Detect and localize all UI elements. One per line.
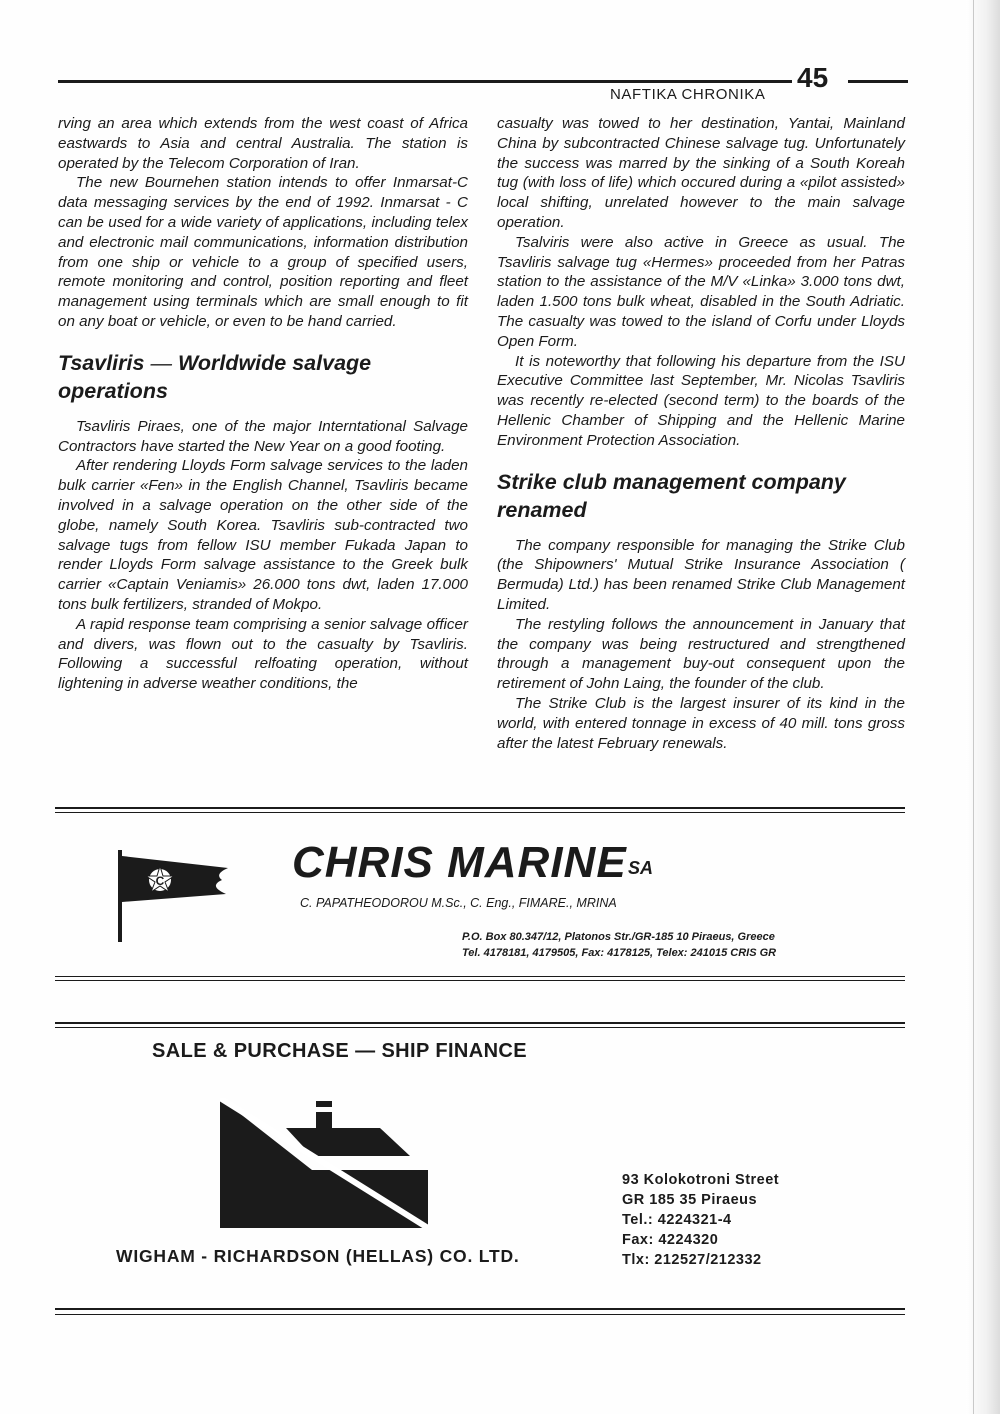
divider-rule — [55, 976, 905, 977]
pennant-flag-logo — [118, 850, 230, 942]
chris-marine-name: CHRIS MARINE — [292, 838, 627, 887]
paragraph: A rapid response team comprising a senior salvage officer and divers, was flown out to the casualty by Tsavliris. Following a successful relfoating operation, without lightening in adverse weather conditions, the — [58, 615, 468, 693]
paragraph: Tsavliris Piraes, one of the major Interntational Salvage Contractors have started the New Year on a good footing. — [58, 417, 468, 455]
flag-pole — [118, 850, 122, 942]
address-line: GR 185 35 Piraeus — [622, 1192, 758, 1208]
sale-purchase-headline: SALE & PURCHASE — SHIP FINANCE — [152, 1040, 528, 1062]
paragraph: After rendering Lloyds Form salvage services to the laden bulk carrier «Fen» in the English Channel, Tsavliris became involved in a salvage operation on the other side of the globe, namely South Korea. Tsavliris sub-contracted two salvage tugs from fellow ISU member Fukada Japan to render Lloyds Form salvage assistance to the Greek bulk carrier «Captain Veniamis» 26.000 tons dwt, laden 17.000 tons bulk fertilizers, stranded of Mokpo. — [58, 457, 468, 613]
left-column — [58, 114, 468, 694]
page-number: 45 — [797, 62, 829, 93]
divider-rule — [55, 812, 905, 813]
header-rule-left — [58, 80, 792, 83]
address-line: Tel. 4178181, 4179505, Fax: 4178125, Telex: 241015 CRIS GR — [462, 947, 777, 959]
flag-letter: C — [155, 874, 165, 888]
title-part: Tsavliris — [58, 350, 145, 375]
publication-title: NAFTIKA CHRONIKA — [610, 86, 766, 103]
divider-rule — [55, 1027, 905, 1028]
right-column — [497, 114, 905, 753]
divider-rule — [55, 1308, 905, 1310]
paragraph: The restyling follows the announcement in January that the company was being restructured and strengthened through a management buy-out consequent upon the retirement of John Laing, the founder of the club. — [497, 615, 905, 693]
company-address — [622, 1170, 779, 1270]
paragraph: Tsalviris were also active in Greece as usual. The Tsavliris salvage tug «Hermes» proceeded from her Patras station to the assistance of the M/V «Linka» 3.000 tons dwt, laden 1.500 tons bulk wheat, disabled in the South Adriatic. The casualty was towed to the island of Corfu under Lloyds Open Form. — [497, 233, 905, 350]
address-line: Fax: 4224320 — [622, 1232, 719, 1248]
divider-rule — [55, 980, 905, 981]
page-edge-line — [973, 0, 974, 1414]
paragraph: The new Bournehen station intends to offer Inmarsat-C data messaging services by the end of 1992. Inmarsat - C can be used for a wide variety of applications, including telex and electronic mail communications, information distribution from one ship or vehicle to a group of specified users, remote monitoring and control, position reporting and fleet management using terminals which are small enough to fit on any boat or vehicle, or even to be hand carried. — [58, 174, 468, 330]
divider-rule — [55, 1022, 905, 1024]
divider-rule — [55, 807, 905, 809]
paragraph: The Strike Club is the largest insurer of its kind in the world, with entered tonnage in excess of 40 mill. tons gross after the latest February renewals. — [497, 694, 905, 752]
address-line: Tlx: 212527/212332 — [622, 1252, 762, 1268]
paragraph: casualty was towed to her destination, Yantai, Mainland China by subcontracted Chinese salvage tug. Unfortunately the success was marred by the sinking of a South Koreah tug (with loss of life) which occured during a «pilot assisted» local shifting, unrelated however to the main salvage operation. — [497, 115, 905, 231]
paragraph: rving an area which extends from the west coast of Africa eastwards to Asia and central Australia. The station is operated by the Telecom Corporation of Iran. — [58, 115, 468, 172]
chris-marine-subtitle: C. PAPATHEODOROU M.Sc., C. Eng., FIMARE., MRINA — [300, 896, 617, 910]
title-dash: — — [150, 350, 172, 375]
article-title-strike-club: Strike club management company renamed — [497, 469, 846, 522]
paragraph: It is noteworthy that following his departure from the ISU Executive Committee last September, Mr. Nicolas Tsavliris was recently re-elected (second term) to the boards of the Hellenic Chamber of Shipping and the Hellenic Marine Environment Protection Association. — [497, 352, 905, 449]
divider-rule — [55, 1314, 905, 1315]
address-line: 93 Kolokotroni Street — [622, 1172, 780, 1188]
company-name: WIGHAM - RICHARDSON (HELLAS) CO. LTD. — [116, 1246, 520, 1266]
title-part: Worldwide salvage operations — [58, 350, 372, 403]
ship-house-logo — [220, 1098, 430, 1228]
paragraph: The company responsible for managing the Strike Club (the Shipowners' Mutual Strike Insurance Association ( Bermuda) Ltd.) has been renamed Strike Club Management Limited. — [497, 536, 905, 613]
article-title-tsavliris — [58, 349, 468, 405]
page-edge-shadow — [966, 0, 1000, 1414]
address-line: Tel.: 4224321-4 — [622, 1212, 732, 1228]
flag-banner — [122, 856, 228, 902]
chris-marine-suffix: SA — [628, 858, 654, 878]
chris-marine-address — [462, 929, 776, 961]
logo-funnel-top — [316, 1101, 332, 1107]
header-rule-right — [848, 80, 908, 83]
logo-funnel — [316, 1112, 332, 1128]
address-line: P.O. Box 80.347/12, Platonos Str./GR-185 10 Piraeus, Greece — [462, 931, 775, 943]
